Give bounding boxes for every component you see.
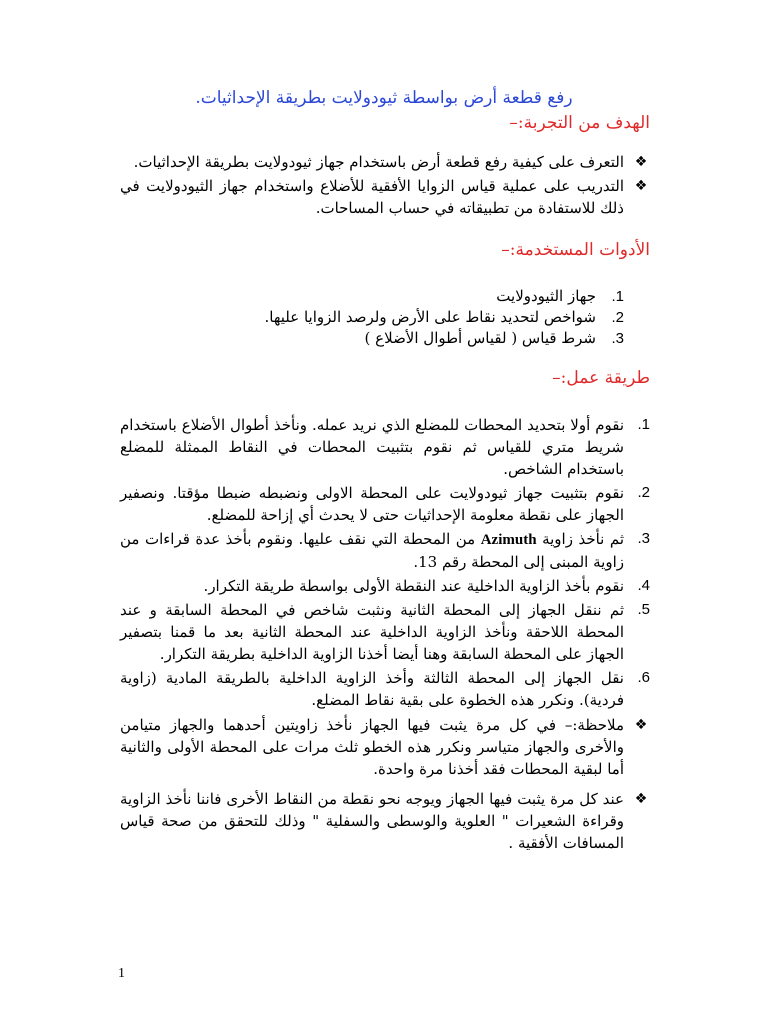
list-item: ❖ ملاحظة:– في كل مرة يثبت فيها الجهاز نأخذ زاويتين أحدهما والجهاز متيامن والأخرى والجهاز متياسر ونكرر هذه الخطو ثلث مرات على المحطة الأولى والثانية أما لبقية المحطات فقد أخذنا مرة واحدة. (120, 714, 650, 780)
list-item: 4. نقوم بأخذ الزاوية الداخلية عند النقطة الأولى بواسطة طريقة التكرار. (203, 577, 650, 595)
diamond-bullet-icon: ❖ (634, 791, 648, 807)
method-steps (120, 414, 650, 713)
list-item: ❖ عند كل مرة يثبت فيها الجهاز ويوجه نحو نقطة من النقاط الأخرى فاننا نأخذ الزاوية وقراءة الشعيرات " العلوية والوسطى والسفلية " وذلك للتحقق من صحة قياس المسافات الأفقية . (120, 788, 650, 854)
list-item: 1. نقوم أولا بتحديد المحطات للمضلع الذي نريد عمله. ونأخذ أطوال الأضلاع باستخدام شريط متري للقياس ثم نقوم بتثبيت المحطات في النقاط الممثلة للمضلع باستخدام الشاخص. (120, 416, 650, 478)
list-item: 5. ثم ننقل الجهاز إلى المحطة الثانية ونثبت شاخص في المحطة السابقة و عند المحطة اللاحقة ونأخذ الزاوية الداخلية عند المحطة الثانية بعد ما قمنا بتصفير الجهاز على المحطة السابقة وهنا أيضا أخذنا الزاوية الداخلية بطريقة التكرار. (120, 601, 650, 663)
list-item: 3. ثم نأخذ زاوية Azimuth من المحطة التي نقف عليها. ونقوم بأخذ عدة قراءات من زاوية المبنى إلى المحطة رقم 13. (120, 530, 650, 571)
diamond-bullet-icon: ❖ (634, 717, 648, 733)
objective-heading: الهدف من التجربة:– (509, 113, 650, 133)
list-item: ❖ التدريب على عملية قياس الزوايا الأفقية للأضلاع واستخدام جهاز الثيودولايت في ذلك للاستفادة من تطبيقاته في حساب المساحات. (120, 175, 650, 219)
tools-list (140, 286, 624, 349)
objective-list (120, 151, 650, 221)
method-heading: طريقة عمل:– (552, 368, 650, 388)
list-item: 1. جهاز الثيودولايت (496, 287, 624, 305)
list-item: 3. شرط قياس ( لقياس أطوال الأضلاع ) (364, 329, 624, 347)
list-item: 6. نقل الجهاز إلى المحطة الثالثة وأخذ الزاوية الداخلية بالطريقة المادية (زاوية فردية). ونكرر هذه الخطوة على بقية نقاط المضلع. (120, 669, 650, 709)
azimuth-term: Azimuth (480, 532, 537, 548)
list-item: ❖ التعرف على كيفية رفع قطعة أرض باستخدام جهاز ثيودولايت بطريقة الإحداثيات. (120, 151, 650, 173)
diamond-bullet-icon: ❖ (634, 154, 648, 170)
diamond-bullet-icon: ❖ (634, 178, 648, 194)
notes-list (120, 714, 650, 856)
tools-heading: الأدوات المستخدمة:– (501, 240, 650, 260)
page-number: 1 (118, 966, 125, 981)
list-item: 2. نقوم بتثبيت جهاز ثيودولايت على المحطة الاولى ونضبطه ضبطا مؤقتا. ونصفير الجهاز على نقطة معلومة الإحداثيات حتى لا يحدث أي إزاحة للمضلع. (120, 484, 650, 524)
document-title: رفع قطعة أرض بواسطة ثيودولايت بطريقة الإحداثيات. (195, 88, 573, 108)
list-item: 2. شواخص لتحديد نقاط على الأرض ولرصد الزوايا عليها. (264, 308, 624, 326)
